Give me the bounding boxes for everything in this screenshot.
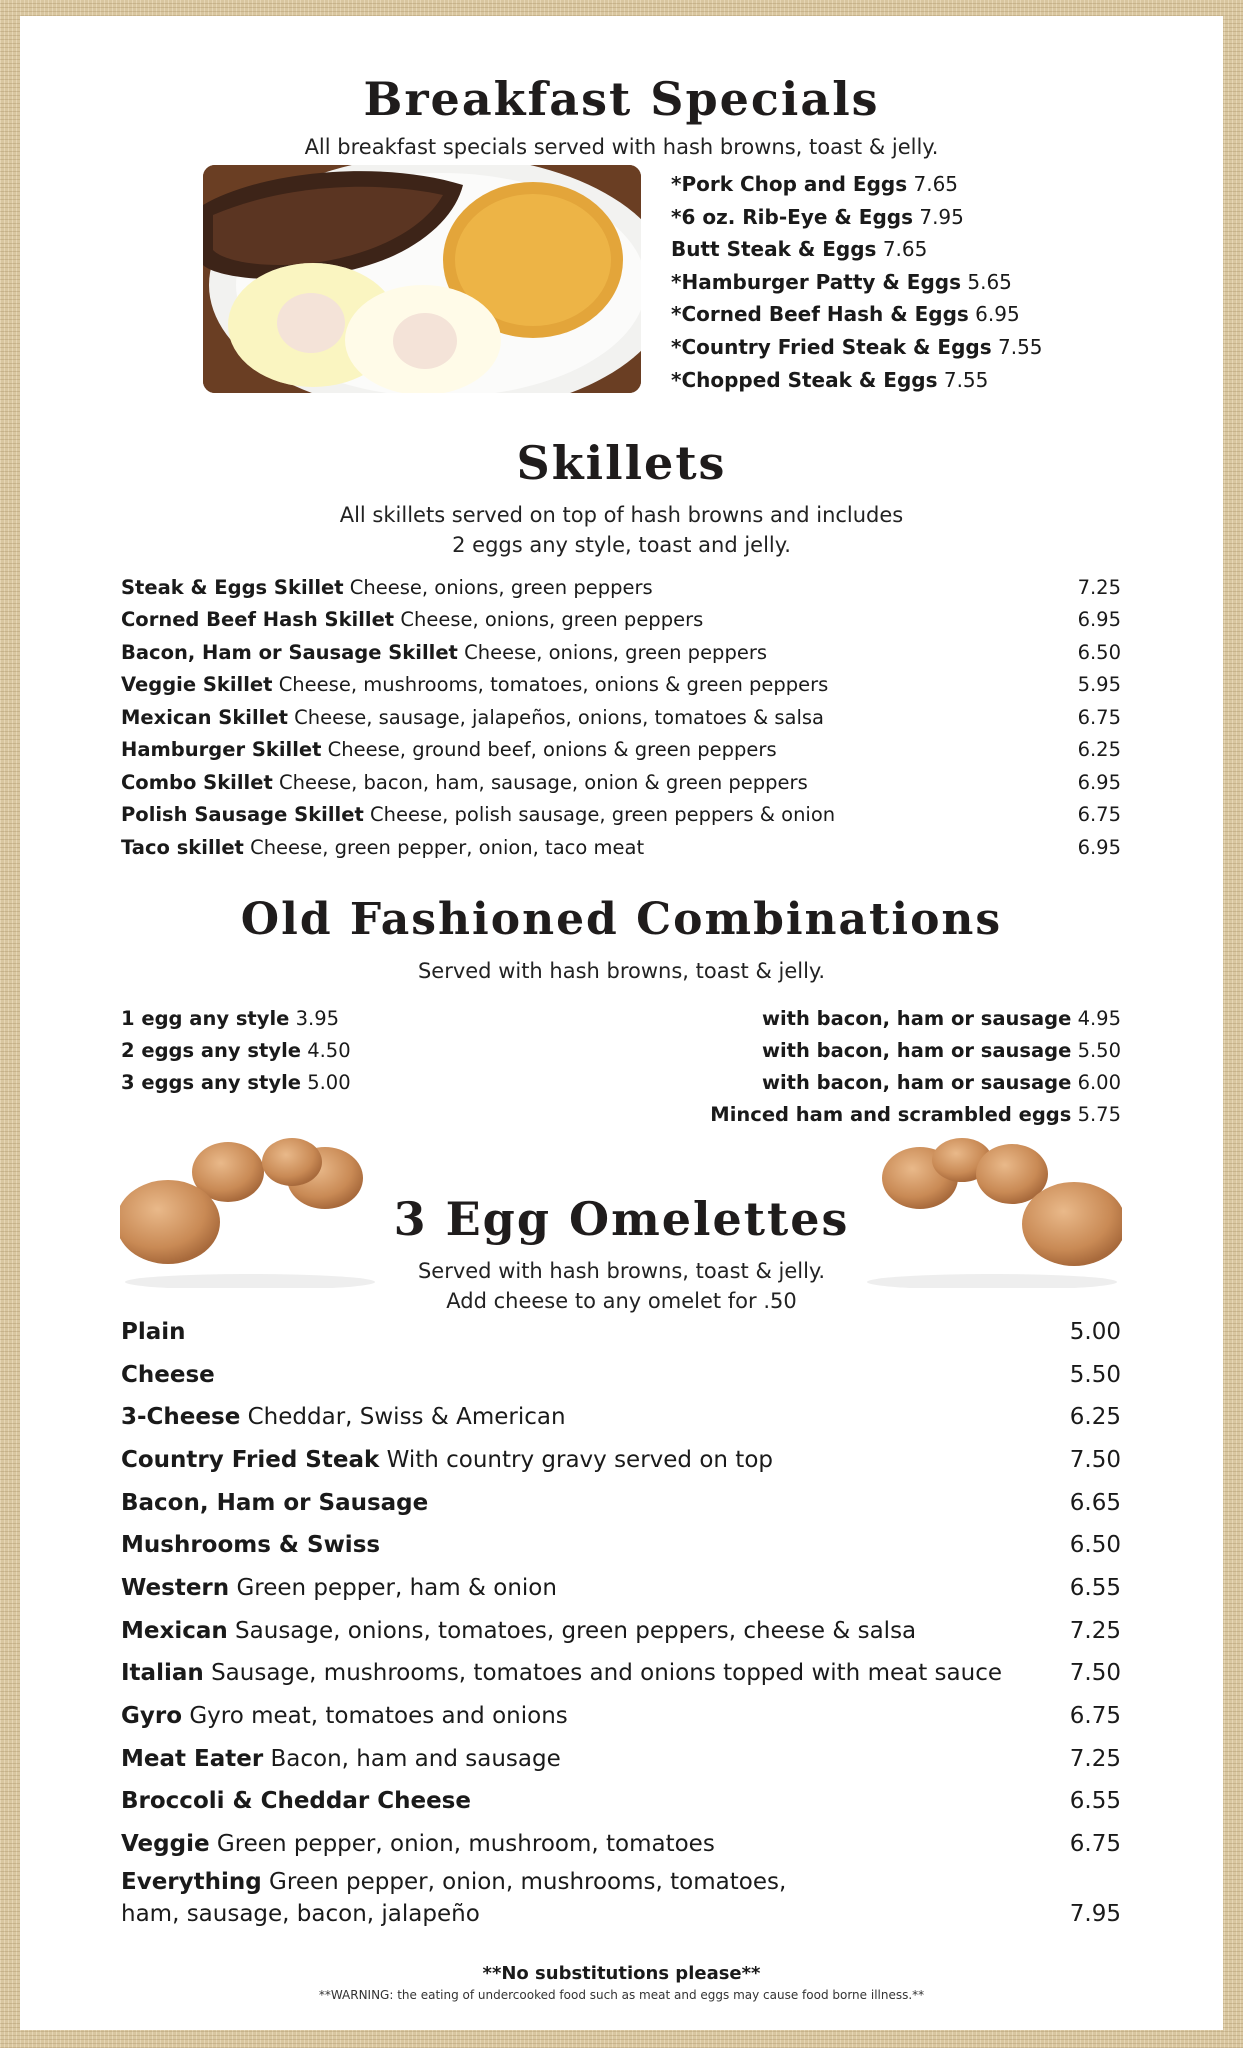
table-row: 3-Cheese Cheddar, Swiss & American 6.25 bbox=[121, 1404, 1121, 1430]
breakfast-subtitle: All breakfast specials served with hash browns, toast & jelly. bbox=[304, 135, 939, 159]
list-item: Minced ham and scrambled eggs 5.75 bbox=[710, 1103, 1121, 1126]
table-row: Country Fried Steak With country gravy served on top 7.50 bbox=[121, 1447, 1121, 1473]
table-row: Gyro Gyro meat, tomatoes and onions 6.75 bbox=[121, 1703, 1121, 1729]
list-item: with bacon, ham or sausage 4.95 bbox=[761, 1007, 1121, 1030]
omelettes-subtitle-line1: Served with hash browns, toast & jelly. bbox=[417, 1259, 826, 1283]
table-row: Cheese 5.50 bbox=[121, 1362, 1121, 1388]
table-row: Corned Beef Hash Skillet Cheese, onions, green peppers 6.95 bbox=[121, 608, 1121, 631]
breakfast-items-list bbox=[671, 168, 1043, 396]
list-item: Butt Steak & Eggs 7.65 bbox=[671, 237, 928, 262]
table-row: Bacon, Ham or Sausage Skillet Cheese, onions, green peppers 6.50 bbox=[121, 641, 1121, 664]
skillets-subtitle-line2: 2 eggs any style, toast and jelly. bbox=[452, 533, 791, 557]
table-row: Taco skillet Cheese, green pepper, onion, taco meat 6.95 bbox=[121, 836, 1121, 859]
omelettes-subtitle-line2: Add cheese to any omelet for .50 bbox=[446, 1289, 797, 1313]
list-item: with bacon, ham or sausage 5.50 bbox=[761, 1039, 1121, 1062]
steak-and-eggs-photo bbox=[203, 165, 641, 393]
table-row: Bacon, Ham or Sausage 6.65 bbox=[121, 1490, 1121, 1516]
table-row: Western Green pepper, ham & onion 6.55 bbox=[121, 1575, 1121, 1601]
combo-left-list bbox=[121, 1003, 351, 1099]
list-item: *Pork Chop and Eggs 7.65 bbox=[671, 172, 959, 196]
table-row: Italian Sausage, mushrooms, tomatoes and onions topped with meat sauce 7.50 bbox=[121, 1660, 1121, 1686]
combinations-title: Old Fashioned Combinations bbox=[240, 894, 1003, 945]
skillets-subtitle-line1: All skillets served on top of hash browns and includes bbox=[339, 503, 904, 527]
breakfast-title: Breakfast Specials bbox=[363, 72, 880, 126]
table-row: Plain 5.00 bbox=[121, 1319, 1121, 1345]
list-item: *Country Fried Steak & Eggs 7.55 bbox=[671, 334, 1043, 359]
skillets-title: Skillets bbox=[516, 436, 727, 490]
table-row: Veggie Skillet Cheese, mushrooms, tomatoes, onions & green peppers 5.95 bbox=[121, 673, 1121, 696]
menu-page bbox=[20, 16, 1223, 2030]
food-warning: **WARNING: the eating of undercooked food such as meat and eggs may cause food borne illness.** bbox=[318, 1988, 925, 2002]
table-row: Mushrooms & Swiss 6.50 bbox=[121, 1532, 1121, 1558]
table-row: Mexican Skillet Cheese, sausage, jalapeños, onions, tomatoes & salsa 6.75 bbox=[121, 706, 1121, 729]
steak-eggs-plate-image bbox=[203, 165, 641, 393]
list-item: *Hamburger Patty & Eggs 5.65 bbox=[671, 269, 1012, 294]
table-row: Mexican Sausage, onions, tomatoes, green peppers, cheese & salsa 7.25 bbox=[121, 1618, 1121, 1644]
table-row: Broccoli & Cheddar Cheese 6.55 bbox=[121, 1788, 1121, 1814]
list-item: with bacon, ham or sausage 6.00 bbox=[761, 1071, 1121, 1094]
list-item: 3 eggs any style 5.00 bbox=[121, 1071, 351, 1094]
table-row: Polish Sausage Skillet Cheese, polish sausage, green peppers & onion 6.75 bbox=[121, 803, 1121, 826]
table-row: Everything Green pepper, onion, mushrooms, tomatoes, bbox=[121, 1869, 787, 1895]
no-substitutions-notice: **No substitutions please** bbox=[482, 1963, 761, 1984]
list-item: *Chopped Steak & Eggs 7.55 bbox=[671, 367, 989, 392]
omelettes-title: 3 Egg Omelettes bbox=[393, 1192, 850, 1246]
table-row: Meat Eater Bacon, ham and sausage 7.25 bbox=[121, 1746, 1121, 1772]
table-row: Steak & Eggs Skillet Cheese, onions, green peppers 7.25 bbox=[121, 576, 1121, 599]
table-row: Veggie Green pepper, onion, mushroom, tomatoes 6.75 bbox=[121, 1831, 1121, 1857]
table-row: Hamburger Skillet Cheese, ground beef, onions & green peppers 6.25 bbox=[121, 738, 1121, 761]
list-item: *Corned Beef Hash & Eggs 6.95 bbox=[671, 302, 1020, 327]
list-item: 2 eggs any style 4.50 bbox=[121, 1039, 351, 1062]
combinations-subtitle: Served with hash browns, toast & jelly. bbox=[417, 959, 826, 983]
combo-right-list bbox=[710, 1003, 1121, 1131]
table-row: Combo Skillet Cheese, bacon, ham, sausage, onion & green peppers 6.95 bbox=[121, 771, 1121, 794]
list-item: *6 oz. Rib-Eye & Eggs 7.95 bbox=[671, 204, 964, 229]
list-item: 1 egg any style 3.95 bbox=[121, 1007, 340, 1030]
table-row: ham, sausage, bacon, jalapeño 7.95 bbox=[121, 1901, 1121, 1927]
